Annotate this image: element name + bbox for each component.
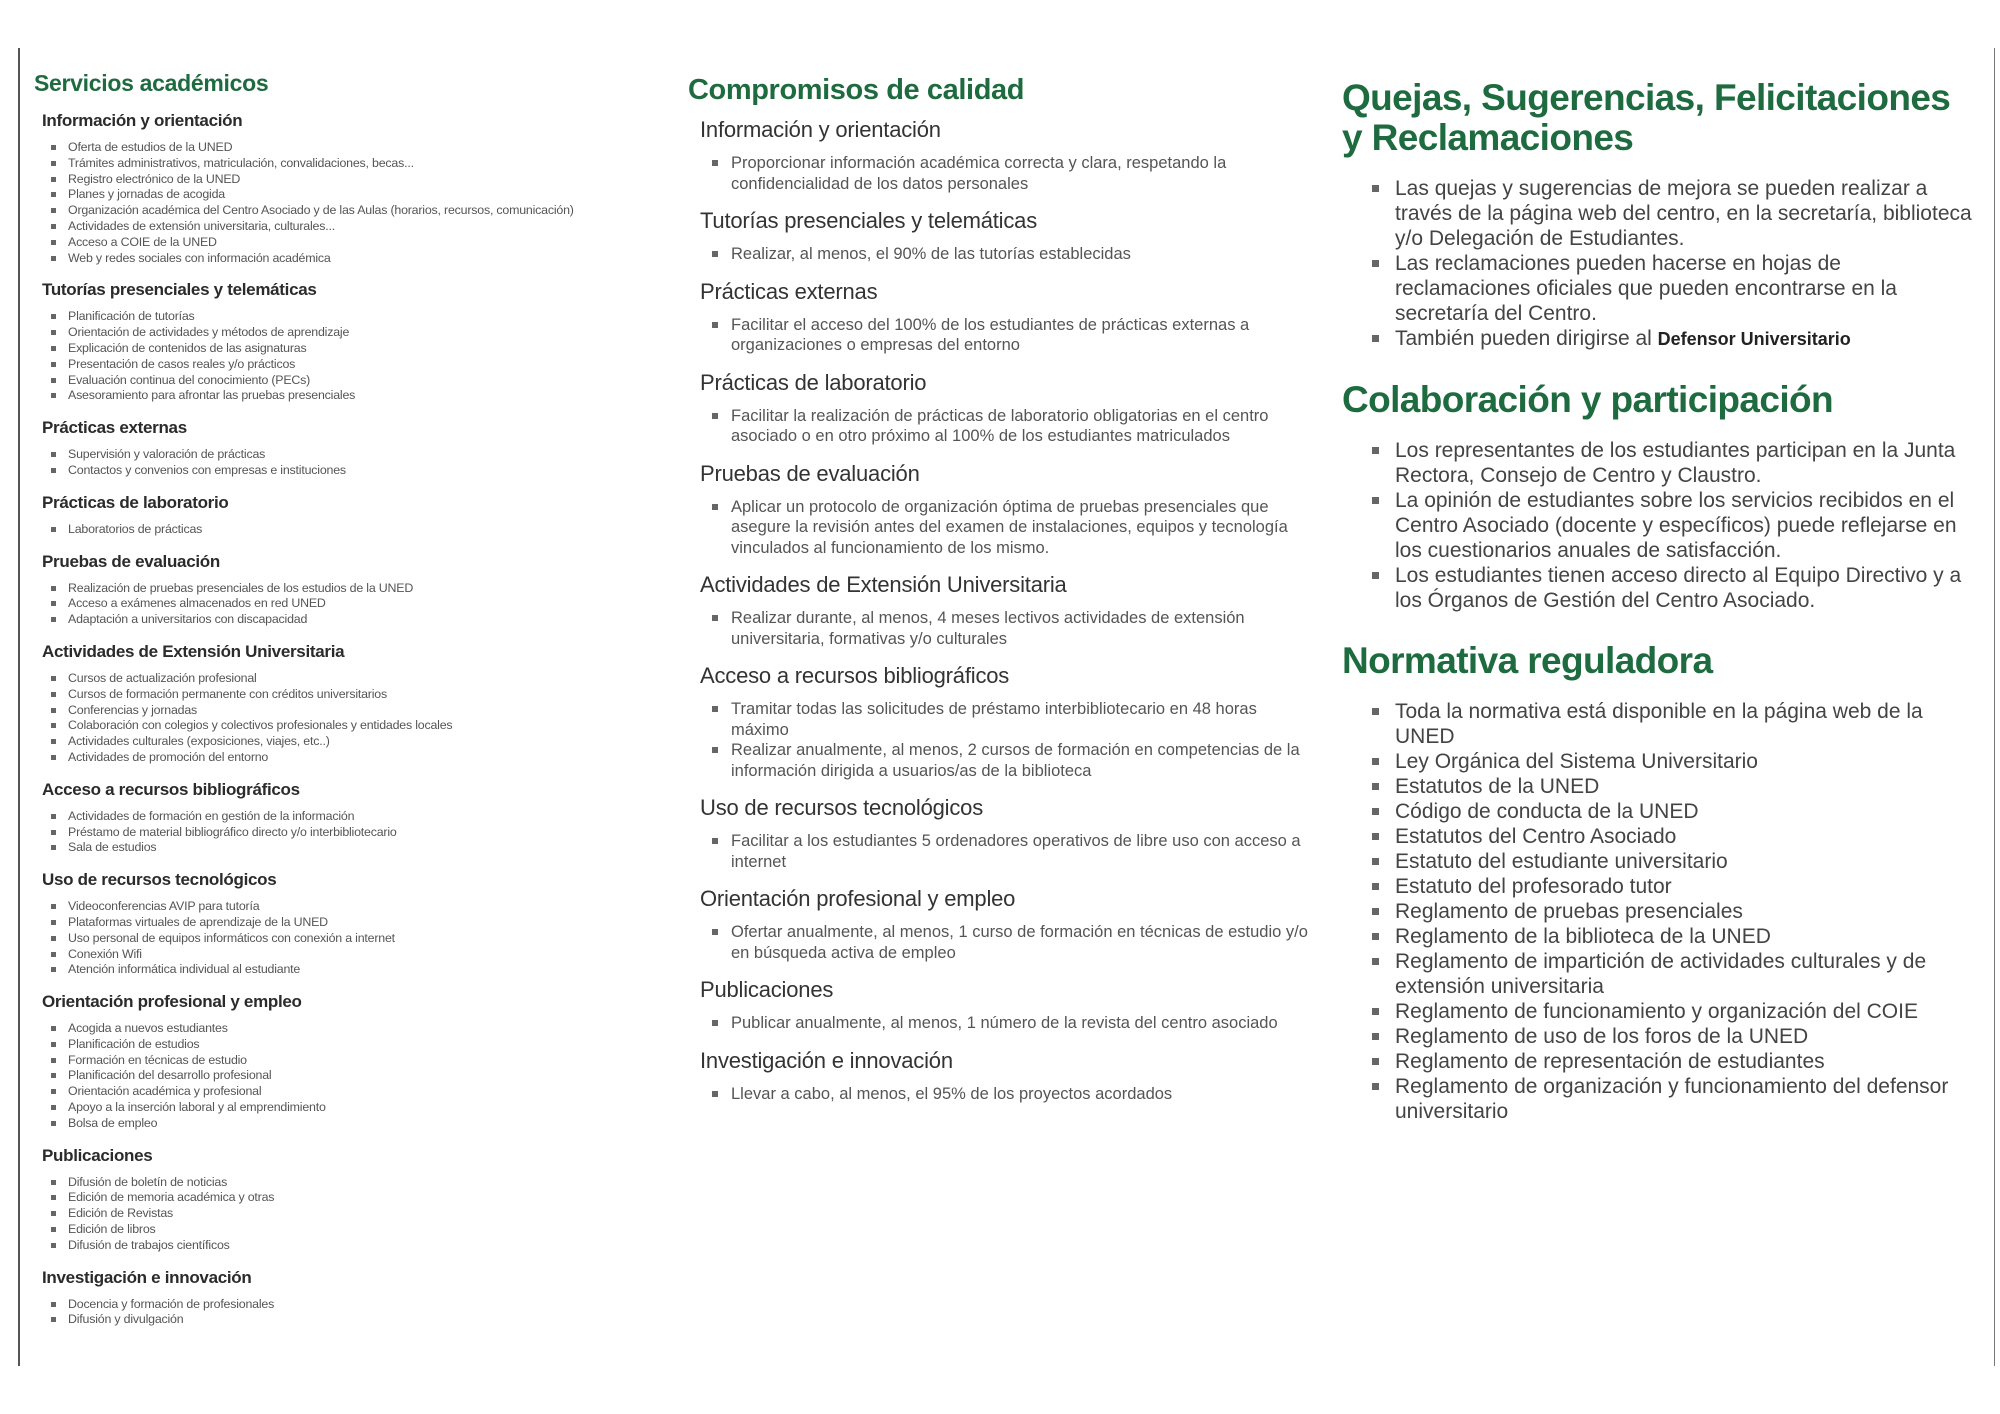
list-item: Estatutos de la UNED	[1372, 774, 1972, 799]
section-list	[34, 522, 654, 538]
list-item: Préstamo de material bibliográfico directo y/o interbibliotecario	[51, 825, 654, 841]
quejas-title: Quejas, Sugerencias, Felicitaciones y Reclamaciones	[1342, 77, 1951, 158]
compromisos-title: Compromisos de calidad	[688, 74, 1025, 106]
list-item: Web y redes sociales con información académica	[51, 251, 654, 267]
section-heading: Orientación profesional y empleo	[42, 992, 302, 1012]
list-item: Difusión y divulgación	[51, 1312, 654, 1328]
section-heading: Acceso a recursos bibliográficos	[700, 663, 1010, 688]
section-list	[34, 1175, 654, 1254]
list-item: Plataformas virtuales de aprendizaje de la UNED	[51, 915, 654, 931]
list-item: Laboratorios de prácticas	[51, 522, 654, 538]
list-item: Realizar durante, al menos, 4 meses lectivos actividades de extensión universitaria, formativas y/o culturales	[712, 608, 1318, 649]
list-item: Actividades de extensión universitaria, culturales...	[51, 219, 654, 235]
section	[688, 279, 1318, 356]
list-item: Código de conducta de la UNED	[1372, 799, 1972, 824]
list-item: Docencia y formación de profesionales	[51, 1297, 654, 1313]
list-item: Ofertar anualmente, al menos, 1 curso de formación en técnicas de estudio y/o en búsqueda activa de empleo	[712, 922, 1318, 963]
compromisos-sections	[688, 117, 1318, 1104]
section-list	[688, 244, 1318, 265]
list-item: Uso personal de equipos informáticos con conexión a internet	[51, 931, 654, 947]
list-item: Videoconferencias AVIP para tutoría	[51, 899, 654, 915]
list-item: Actividades culturales (exposiciones, viajes, etc..)	[51, 734, 654, 750]
list-item: Acogida a nuevos estudiantes	[51, 1021, 654, 1037]
servicios-sections	[34, 111, 654, 1328]
section-heading: Uso de recursos tecnológicos	[42, 870, 277, 890]
normativa-list	[1342, 699, 1972, 1124]
list-item: Planificación del desarrollo profesional	[51, 1068, 654, 1084]
list-item: Estatuto del estudiante universitario	[1372, 849, 1972, 874]
section-heading: Prácticas externas	[42, 418, 187, 438]
section-list	[34, 671, 654, 766]
list-item: Cursos de formación permanente con créditos universitarios	[51, 687, 654, 703]
section-heading: Actividades de Extensión Universitaria	[42, 641, 345, 661]
list-item: Estatutos del Centro Asociado	[1372, 824, 1972, 849]
list-item: Bolsa de empleo	[51, 1116, 654, 1132]
list-item: Toda la normativa está disponible en la página web de la UNED	[1372, 699, 1972, 749]
list-item: Los representantes de los estudiantes participan en la Junta Rectora, Consejo de Centro y Claustro.	[1372, 438, 1972, 488]
list-item: Apoyo a la inserción laboral y al emprendimiento	[51, 1100, 654, 1116]
section-list	[34, 140, 654, 266]
list-item: Formación en técnicas de estudio	[51, 1053, 654, 1069]
section-list	[688, 497, 1318, 559]
section-list	[34, 309, 654, 404]
list-item: Atención informática individual al estudiante	[51, 962, 654, 978]
list-item: Actividades de promoción del entorno	[51, 750, 654, 766]
list-item: Realizar anualmente, al menos, 2 cursos de formación en competencias de la información dirigida a usuarios/as de la biblioteca	[712, 740, 1318, 781]
list-item: Llevar a cabo, al menos, el 95% de los proyectos acordados	[712, 1084, 1318, 1105]
list-item: Adaptación a universitarios con discapacidad	[51, 612, 654, 628]
list-item: Orientación académica y profesional	[51, 1084, 654, 1100]
list-item: Facilitar la realización de prácticas de laboratorio obligatorias en el centro asociado o en otro próximo al 100% de los estudiantes matriculados	[712, 406, 1318, 447]
colaboracion-list	[1342, 438, 1972, 613]
section-heading: Tutorías presenciales y telemáticas	[700, 208, 1037, 233]
list-item: Planificación de estudios	[51, 1037, 654, 1053]
section-heading: Información y orientación	[700, 117, 941, 142]
section-heading: Investigación e innovación	[42, 1267, 252, 1287]
section	[688, 1048, 1318, 1105]
list-item: Aplicar un protocolo de organización óptima de pruebas presenciales que asegure la revisión antes del examen de instalaciones, equipos y tecnología vinculados al funcionamiento de los mismo.	[712, 497, 1318, 559]
list-item	[1372, 326, 1972, 352]
list-item: Trámites administrativos, matriculación, convalidaciones, becas...	[51, 156, 654, 172]
section	[34, 111, 654, 266]
list-item: Ley Orgánica del Sistema Universitario	[1372, 749, 1972, 774]
section-list	[688, 315, 1318, 356]
defensor-universitario-link[interactable]: Defensor Universitario	[1657, 329, 1851, 349]
servicios-academicos-title: Servicios académicos	[34, 70, 269, 96]
list-item: Presentación de casos reales y/o prácticos	[51, 357, 654, 373]
section-heading: Pruebas de evaluación	[42, 551, 220, 571]
list-item: Planificación de tutorías	[51, 309, 654, 325]
section	[34, 493, 654, 538]
right-column	[1342, 78, 1972, 1152]
list-item: Reglamento de impartición de actividades culturales y de extensión universitaria	[1372, 949, 1972, 999]
list-item: Acceso a COIE de la UNED	[51, 235, 654, 251]
list-item: Reglamento de pruebas presenciales	[1372, 899, 1972, 924]
list-item: Realizar, al menos, el 90% de las tutorías establecidas	[712, 244, 1318, 265]
section	[34, 780, 654, 856]
list-item: Facilitar el acceso del 100% de los estudiantes de prácticas externas a organizaciones o empresas del entorno	[712, 315, 1318, 356]
section-heading: Tutorías presenciales y telemáticas	[42, 280, 317, 300]
list-item: Reglamento de organización y funcionamiento del defensor universitario	[1372, 1074, 1972, 1124]
list-item: Difusión de trabajos científicos	[51, 1238, 654, 1254]
section	[688, 461, 1318, 559]
section	[34, 1268, 654, 1329]
section-list	[688, 153, 1318, 194]
right-border-line	[1994, 48, 1995, 1366]
servicios-academicos-column	[34, 70, 654, 1328]
section-heading: Información y orientación	[42, 111, 243, 130]
section	[688, 663, 1318, 781]
section-list	[34, 1297, 654, 1329]
section	[688, 208, 1318, 265]
section	[688, 370, 1318, 447]
list-item: Edición de libros	[51, 1222, 654, 1238]
list-item: La opinión de estudiantes sobre los servicios recibidos en el Centro Asociado (docente y específicos) puede reflejarse en los cuestionarios anuales de satisfacción.	[1372, 488, 1972, 563]
list-item: Edición de memoria académica y otras	[51, 1190, 654, 1206]
section	[34, 280, 654, 404]
section-list	[688, 406, 1318, 447]
list-item: Proporcionar información académica correcta y clara, respetando la confidencialidad de los datos personales	[712, 153, 1318, 194]
section	[34, 418, 654, 479]
section	[34, 552, 654, 628]
section-list	[688, 922, 1318, 963]
section-heading: Prácticas de laboratorio	[42, 492, 229, 512]
section-heading: Publicaciones	[700, 977, 834, 1002]
list-item: Difusión de boletín de noticias	[51, 1175, 654, 1191]
section-list	[688, 831, 1318, 872]
list-item: Orientación de actividades y métodos de aprendizaje	[51, 325, 654, 341]
list-item: Organización académica del Centro Asociado y de las Aulas (horarios, recursos, comunicación)	[51, 203, 654, 219]
section-list	[34, 1021, 654, 1132]
section	[688, 117, 1318, 194]
compromisos-column	[688, 74, 1318, 1118]
list-item: Tramitar todas las solicitudes de préstamo interbibliotecario en 48 horas máximo	[712, 699, 1318, 740]
normativa-title: Normativa reguladora	[1342, 640, 1713, 681]
list-item: Planes y jornadas de acogida	[51, 187, 654, 203]
list-item: Realización de pruebas presenciales de los estudios de la UNED	[51, 581, 654, 597]
list-item: Las reclamaciones pueden hacerse en hojas de reclamaciones oficiales que pueden encontrarse en la secretaría del Centro.	[1372, 251, 1972, 326]
list-item: Reglamento de la biblioteca de la UNED	[1372, 924, 1972, 949]
list-item: Los estudiantes tienen acceso directo al Equipo Directivo y a los Órganos de Gestión del Centro Asociado.	[1372, 563, 1972, 613]
colaboracion-title: Colaboración y participación	[1342, 379, 1834, 420]
section	[34, 992, 654, 1132]
list-item: Reglamento de funcionamiento y organización del COIE	[1372, 999, 1972, 1024]
section-list	[688, 608, 1318, 649]
list-item: Las quejas y sugerencias de mejora se pueden realizar a través de la página web del centro, en la secretaría, biblioteca y/o Delegación de Estudiantes.	[1372, 176, 1972, 251]
list-item: Sala de estudios	[51, 840, 654, 856]
list-item: Actividades de formación en gestión de la información	[51, 809, 654, 825]
section-heading: Acceso a recursos bibliográficos	[42, 779, 300, 799]
list-item: Contactos y convenios con empresas e instituciones	[51, 463, 654, 479]
list-item: Facilitar a los estudiantes 5 ordenadores operativos de libre uso con acceso a internet	[712, 831, 1318, 872]
list-item: Supervisión y valoración de prácticas	[51, 447, 654, 463]
left-border-line	[18, 48, 20, 1366]
section	[688, 886, 1318, 963]
defensor-prefix: También pueden dirigirse al	[1395, 327, 1658, 350]
section-list	[688, 1013, 1318, 1034]
section	[34, 870, 654, 978]
section-heading: Pruebas de evaluación	[700, 460, 920, 486]
list-item: Cursos de actualización profesional	[51, 671, 654, 687]
section-list	[34, 581, 654, 628]
list-item: Acceso a exámenes almacenados en red UNED	[51, 596, 654, 612]
list-item: Colaboración con colegios y colectivos profesionales y entidades locales	[51, 718, 654, 734]
section-heading: Actividades de Extensión Universitaria	[700, 572, 1067, 597]
section	[688, 977, 1318, 1034]
list-item: Estatuto del profesorado tutor	[1372, 874, 1972, 899]
section-heading: Orientación profesional y empleo	[700, 886, 1016, 911]
section-heading: Prácticas externas	[700, 278, 878, 304]
list-item: Edición de Revistas	[51, 1206, 654, 1222]
list-item: Asesoramiento para afrontar las pruebas presenciales	[51, 388, 654, 404]
list-item: Reglamento de representación de estudiantes	[1372, 1049, 1972, 1074]
section-list	[688, 1084, 1318, 1105]
list-item: Explicación de contenidos de las asignaturas	[51, 341, 654, 357]
section-heading: Prácticas de laboratorio	[700, 369, 927, 395]
section-list	[34, 447, 654, 479]
list-item: Registro electrónico de la UNED	[51, 172, 654, 188]
section-heading: Uso de recursos tecnológicos	[700, 795, 983, 820]
list-item: Oferta de estudios de la UNED	[51, 140, 654, 156]
section-heading: Investigación e innovación	[700, 1047, 953, 1073]
quejas-list	[1342, 176, 1972, 352]
list-item: Publicar anualmente, al menos, 1 número de la revista del centro asociado	[712, 1013, 1318, 1034]
list-item: Reglamento de uso de los foros de la UNED	[1372, 1024, 1972, 1049]
section	[688, 572, 1318, 649]
section	[34, 1146, 654, 1254]
list-item: Evaluación continua del conocimiento (PECs)	[51, 373, 654, 389]
section	[688, 795, 1318, 872]
section-list	[34, 899, 654, 978]
list-item: Conexión Wifi	[51, 947, 654, 963]
section-list	[34, 809, 654, 856]
list-item: Conferencias y jornadas	[51, 703, 654, 719]
section-list	[688, 699, 1318, 781]
section-heading: Publicaciones	[42, 1145, 153, 1165]
section	[34, 642, 654, 766]
